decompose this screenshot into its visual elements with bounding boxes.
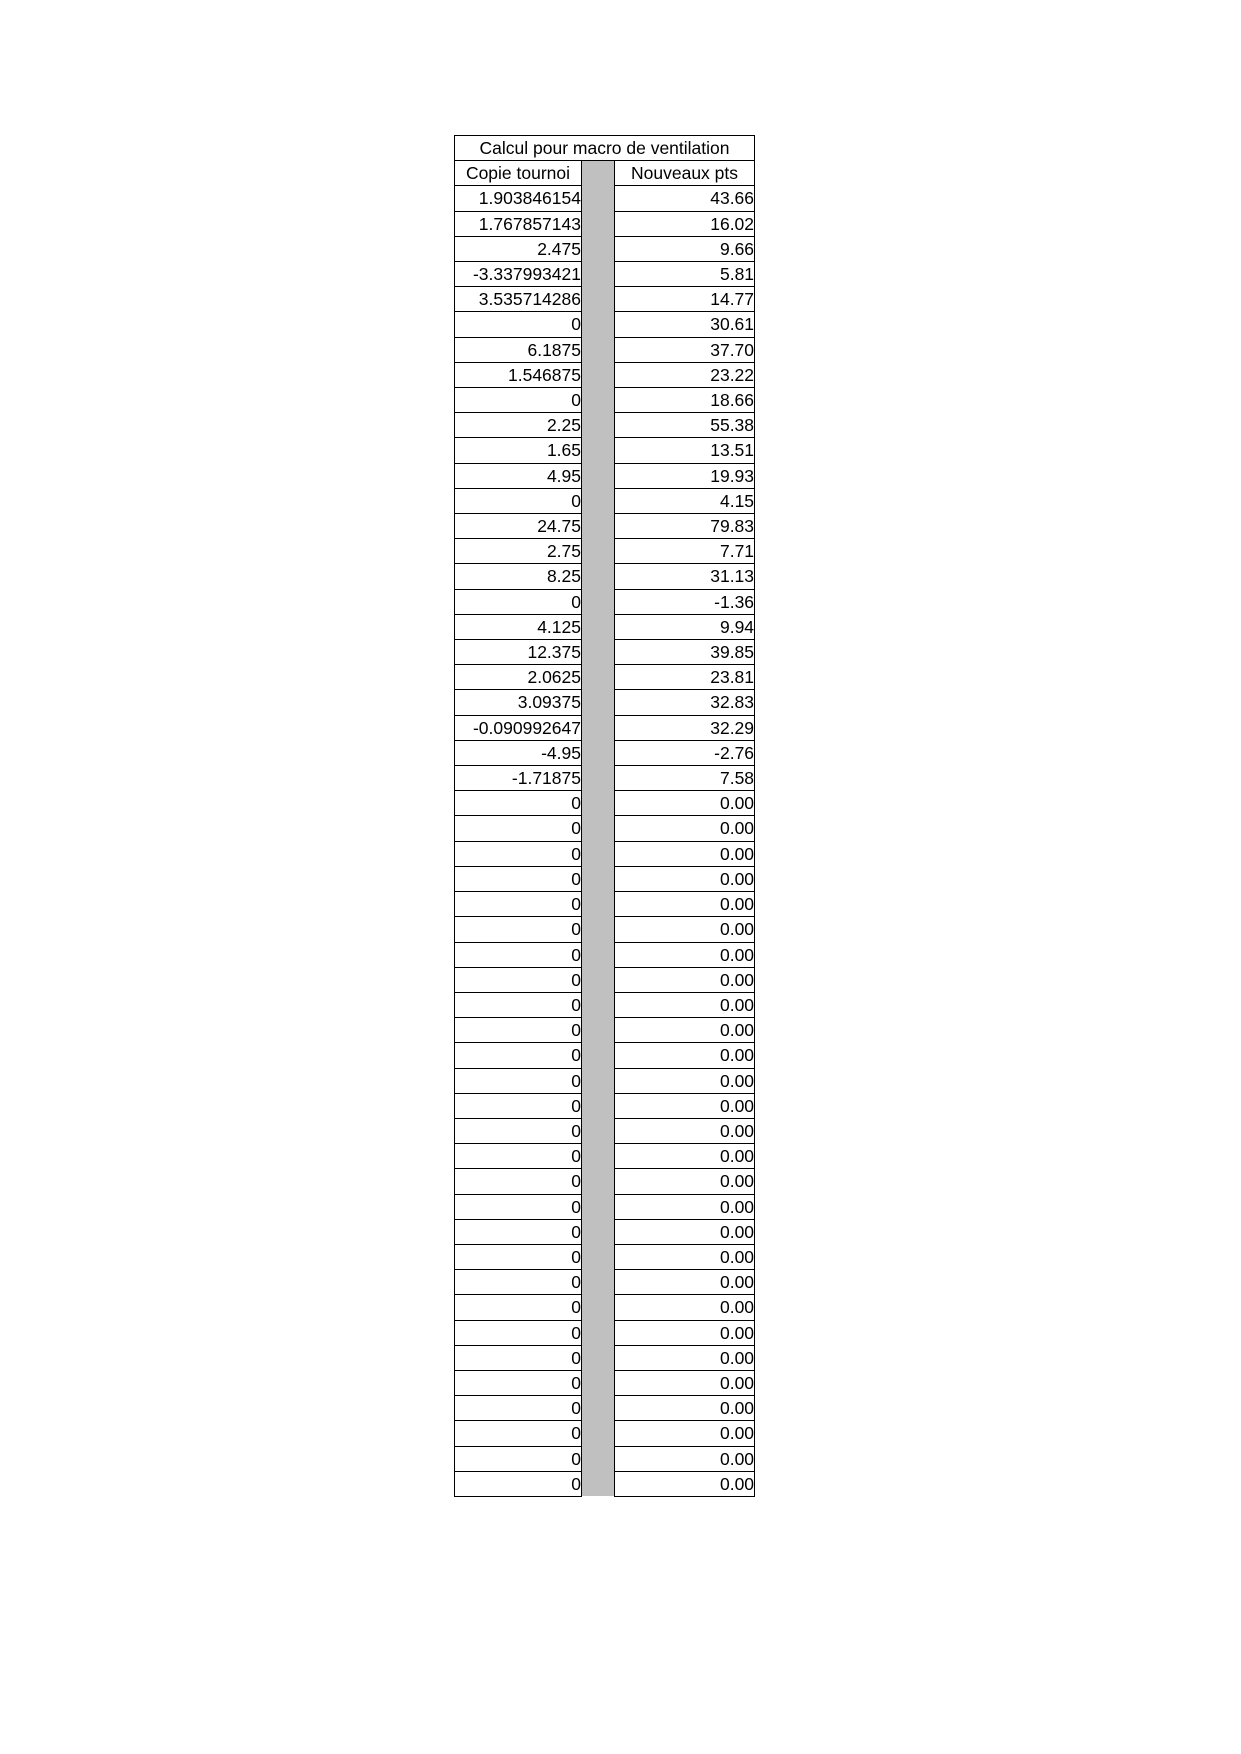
column-header-nouveaux-pts: Nouveaux pts (615, 161, 755, 186)
cell-copie-tournoi[interactable]: 0 (455, 1345, 582, 1370)
cell-nouveaux-pts[interactable]: 30.61 (615, 312, 755, 337)
spacer-column-cell (582, 1421, 615, 1446)
spacer-column-cell (582, 942, 615, 967)
spacer-column-cell (582, 614, 615, 639)
table-row (455, 1270, 755, 1295)
cell-nouveaux-pts[interactable]: 0.00 (615, 1370, 755, 1395)
spacer-column-cell (582, 640, 615, 665)
spacer-column-cell (582, 1320, 615, 1345)
cell-nouveaux-pts[interactable]: 23.81 (615, 665, 755, 690)
cell-copie-tournoi[interactable]: 3.09375 (455, 690, 582, 715)
table-row (455, 740, 755, 765)
table-row (455, 1345, 755, 1370)
cell-nouveaux-pts[interactable]: 0.00 (615, 892, 755, 917)
table-row (455, 539, 755, 564)
spacer-column-cell (582, 388, 615, 413)
cell-nouveaux-pts[interactable]: 0.00 (615, 791, 755, 816)
cell-copie-tournoi[interactable]: 0 (455, 1396, 582, 1421)
spacer-column-cell (582, 1068, 615, 1093)
table-row (455, 665, 755, 690)
spreadsheet-region (454, 135, 754, 1497)
cell-nouveaux-pts[interactable]: 0.00 (615, 1194, 755, 1219)
spacer-column-cell (582, 539, 615, 564)
spacer-column-cell (582, 1118, 615, 1143)
spacer-column-cell (582, 312, 615, 337)
table-row (455, 942, 755, 967)
spacer-column-cell (582, 967, 615, 992)
cell-nouveaux-pts[interactable]: 0.00 (615, 866, 755, 891)
cell-copie-tournoi[interactable]: 4.95 (455, 463, 582, 488)
cell-copie-tournoi[interactable]: 0 (455, 1270, 582, 1295)
spacer-column-cell (582, 1144, 615, 1169)
table-row (455, 262, 755, 287)
spacer-column-cell (582, 766, 615, 791)
table-row (455, 1219, 755, 1244)
table-row (455, 236, 755, 261)
table-row (455, 1446, 755, 1471)
spacer-column-cell (582, 463, 615, 488)
cell-nouveaux-pts[interactable]: 32.83 (615, 690, 755, 715)
table-row (455, 1471, 755, 1496)
spacer-column-cell (582, 514, 615, 539)
table-row (455, 992, 755, 1017)
spacer-column-cell (582, 892, 615, 917)
table-row (455, 917, 755, 942)
spacer-column-cell (582, 917, 615, 942)
cell-copie-tournoi[interactable]: 0 (455, 917, 582, 942)
cell-nouveaux-pts[interactable]: 4.15 (615, 488, 755, 513)
cell-nouveaux-pts[interactable]: 0.00 (615, 992, 755, 1017)
spacer-column-cell (582, 715, 615, 740)
table-row (455, 589, 755, 614)
cell-copie-tournoi[interactable]: 1.767857143 (455, 211, 582, 236)
cell-copie-tournoi[interactable]: 0 (455, 866, 582, 891)
cell-copie-tournoi[interactable]: 0 (455, 312, 582, 337)
spacer-column-cell (582, 589, 615, 614)
spacer-column-cell (582, 236, 615, 261)
cell-copie-tournoi[interactable]: 0 (455, 1244, 582, 1269)
cell-nouveaux-pts[interactable]: 0.00 (615, 1320, 755, 1345)
table-row (455, 488, 755, 513)
cell-copie-tournoi[interactable]: 0 (455, 1421, 582, 1446)
cell-nouveaux-pts[interactable]: 0.00 (615, 841, 755, 866)
cell-nouveaux-pts[interactable]: 0.00 (615, 1068, 755, 1093)
cell-copie-tournoi[interactable]: 0 (455, 1320, 582, 1345)
spacer-column-cell (582, 1244, 615, 1269)
cell-copie-tournoi[interactable]: 0 (455, 1295, 582, 1320)
cell-nouveaux-pts[interactable]: 0.00 (615, 1396, 755, 1421)
cell-copie-tournoi[interactable]: 0 (455, 1370, 582, 1395)
cell-copie-tournoi[interactable]: 0 (455, 942, 582, 967)
table-row (455, 1320, 755, 1345)
cell-copie-tournoi[interactable]: 24.75 (455, 514, 582, 539)
cell-copie-tournoi[interactable]: 3.535714286 (455, 287, 582, 312)
cell-copie-tournoi[interactable]: 0 (455, 1093, 582, 1118)
table-row (455, 816, 755, 841)
cell-copie-tournoi[interactable]: 2.475 (455, 236, 582, 261)
cell-nouveaux-pts[interactable]: 0.00 (615, 917, 755, 942)
table-row (455, 1295, 755, 1320)
table-row (455, 514, 755, 539)
spacer-column-cell (582, 488, 615, 513)
table-row (455, 892, 755, 917)
cell-nouveaux-pts[interactable]: 9.94 (615, 614, 755, 639)
cell-nouveaux-pts[interactable]: 0.00 (615, 1093, 755, 1118)
spacer-column-cell (582, 186, 615, 211)
cell-nouveaux-pts[interactable]: 0.00 (615, 1270, 755, 1295)
table-row (455, 211, 755, 236)
table-row (455, 564, 755, 589)
cell-copie-tournoi[interactable]: 0 (455, 1471, 582, 1496)
table-row (455, 1118, 755, 1143)
spacer-column-cell (582, 287, 615, 312)
table-row (455, 438, 755, 463)
table-row (455, 1169, 755, 1194)
spacer-column-cell (582, 1219, 615, 1244)
cell-nouveaux-pts[interactable]: -1.36 (615, 589, 755, 614)
cell-copie-tournoi[interactable]: -3.337993421 (455, 262, 582, 287)
cell-nouveaux-pts[interactable]: 0.00 (615, 1345, 755, 1370)
cell-nouveaux-pts[interactable]: 39.85 (615, 640, 755, 665)
ventilation-calc-table (454, 135, 755, 1497)
cell-copie-tournoi[interactable]: -0.090992647 (455, 715, 582, 740)
spacer-column-cell (582, 413, 615, 438)
column-header-copie-tournoi: Copie tournoi (455, 161, 582, 186)
cell-nouveaux-pts[interactable]: 79.83 (615, 514, 755, 539)
table-row (455, 614, 755, 639)
spacer-column-cell (582, 1043, 615, 1068)
cell-copie-tournoi[interactable]: 0 (455, 1068, 582, 1093)
cell-copie-tournoi[interactable]: 0 (455, 1043, 582, 1068)
spacer-column-cell (582, 438, 615, 463)
spacer-column-cell (582, 665, 615, 690)
table-row (455, 463, 755, 488)
cell-nouveaux-pts[interactable]: 13.51 (615, 438, 755, 463)
cell-copie-tournoi[interactable]: -4.95 (455, 740, 582, 765)
header-row (455, 161, 755, 186)
table-row (455, 362, 755, 387)
spacer-column-cell (582, 337, 615, 362)
cell-nouveaux-pts[interactable]: 0.00 (615, 1446, 755, 1471)
cell-nouveaux-pts[interactable]: 23.22 (615, 362, 755, 387)
cell-nouveaux-pts[interactable]: 55.38 (615, 413, 755, 438)
spacer-column-cell (582, 690, 615, 715)
cell-nouveaux-pts[interactable]: 0.00 (615, 1169, 755, 1194)
cell-copie-tournoi[interactable]: 1.546875 (455, 362, 582, 387)
spacer-column-cell (582, 1169, 615, 1194)
table-row (455, 337, 755, 362)
cell-nouveaux-pts[interactable]: 0.00 (615, 1018, 755, 1043)
cell-copie-tournoi[interactable]: 0 (455, 388, 582, 413)
spacer-column-cell (582, 262, 615, 287)
cell-copie-tournoi[interactable]: 8.25 (455, 564, 582, 589)
table-row (455, 1396, 755, 1421)
title-row (455, 136, 755, 161)
cell-nouveaux-pts[interactable]: 0.00 (615, 1471, 755, 1496)
table-row (455, 1068, 755, 1093)
table-row (455, 312, 755, 337)
cell-copie-tournoi[interactable]: 0 (455, 967, 582, 992)
table-row (455, 967, 755, 992)
cell-copie-tournoi[interactable]: 0 (455, 816, 582, 841)
spacer-column-cell (582, 1370, 615, 1395)
spacer-column-cell (582, 791, 615, 816)
spacer-column-cell (582, 1295, 615, 1320)
spacer-column-cell (582, 816, 615, 841)
cell-nouveaux-pts[interactable]: 0.00 (615, 942, 755, 967)
table-row (455, 1093, 755, 1118)
table-row (455, 1144, 755, 1169)
spacer-column-cell (582, 211, 615, 236)
cell-copie-tournoi[interactable]: 0 (455, 791, 582, 816)
cell-copie-tournoi[interactable]: 1.903846154 (455, 186, 582, 211)
cell-nouveaux-pts[interactable]: 0.00 (615, 1118, 755, 1143)
cell-copie-tournoi[interactable]: 0 (455, 1219, 582, 1244)
cell-nouveaux-pts[interactable]: -2.76 (615, 740, 755, 765)
cell-nouveaux-pts[interactable]: 5.81 (615, 262, 755, 287)
spacer-column-cell (582, 1270, 615, 1295)
spacer-column-cell (582, 1345, 615, 1370)
cell-copie-tournoi[interactable]: 0 (455, 1446, 582, 1471)
spacer-column-cell (582, 1471, 615, 1496)
cell-nouveaux-pts[interactable]: 0.00 (615, 1295, 755, 1320)
cell-copie-tournoi[interactable]: 0 (455, 488, 582, 513)
cell-nouveaux-pts[interactable]: 0.00 (615, 1421, 755, 1446)
cell-copie-tournoi[interactable]: 0 (455, 1018, 582, 1043)
spacer-column-cell (582, 1018, 615, 1043)
table-title: Calcul pour macro de ventilation (455, 136, 755, 161)
table-row (455, 1370, 755, 1395)
table-row (455, 866, 755, 891)
cell-copie-tournoi[interactable]: 2.25 (455, 413, 582, 438)
cell-nouveaux-pts[interactable]: 43.66 (615, 186, 755, 211)
cell-nouveaux-pts[interactable]: 0.00 (615, 967, 755, 992)
spacer-column-cell (582, 362, 615, 387)
spacer-column-cell (582, 866, 615, 891)
table-row (455, 1244, 755, 1269)
table-row (455, 640, 755, 665)
cell-copie-tournoi[interactable]: -1.71875 (455, 766, 582, 791)
cell-nouveaux-pts[interactable]: 19.93 (615, 463, 755, 488)
table-row (455, 715, 755, 740)
cell-copie-tournoi[interactable]: 0 (455, 1169, 582, 1194)
table-row (455, 766, 755, 791)
spacer-column-cell (582, 1194, 615, 1219)
spacer-column-cell (582, 740, 615, 765)
cell-nouveaux-pts[interactable]: 0.00 (615, 1244, 755, 1269)
table-row (455, 1018, 755, 1043)
cell-nouveaux-pts[interactable]: 37.70 (615, 337, 755, 362)
cell-copie-tournoi[interactable]: 0 (455, 1144, 582, 1169)
table-row (455, 287, 755, 312)
cell-copie-tournoi[interactable]: 1.65 (455, 438, 582, 463)
cell-copie-tournoi[interactable]: 4.125 (455, 614, 582, 639)
cell-nouveaux-pts[interactable]: 0.00 (615, 816, 755, 841)
spacer-column-cell (582, 1396, 615, 1421)
cell-nouveaux-pts[interactable]: 18.66 (615, 388, 755, 413)
cell-copie-tournoi[interactable]: 6.1875 (455, 337, 582, 362)
cell-copie-tournoi[interactable]: 0 (455, 1118, 582, 1143)
table-row (455, 186, 755, 211)
table-row (455, 1194, 755, 1219)
cell-nouveaux-pts[interactable]: 0.00 (615, 1043, 755, 1068)
table-row (455, 1043, 755, 1068)
cell-nouveaux-pts[interactable]: 14.77 (615, 287, 755, 312)
cell-nouveaux-pts[interactable]: 16.02 (615, 211, 755, 236)
cell-nouveaux-pts[interactable]: 7.71 (615, 539, 755, 564)
cell-copie-tournoi[interactable]: 2.0625 (455, 665, 582, 690)
spacer-column-cell (582, 161, 615, 186)
cell-copie-tournoi[interactable]: 2.75 (455, 539, 582, 564)
spacer-column-cell (582, 1093, 615, 1118)
cell-nouveaux-pts[interactable]: 0.00 (615, 1219, 755, 1244)
table-row (455, 1421, 755, 1446)
cell-copie-tournoi[interactable]: 0 (455, 992, 582, 1017)
table-row (455, 413, 755, 438)
table-body (455, 136, 755, 1497)
table-row (455, 791, 755, 816)
spacer-column-cell (582, 992, 615, 1017)
table-row (455, 388, 755, 413)
cell-nouveaux-pts[interactable]: 0.00 (615, 1144, 755, 1169)
spacer-column-cell (582, 1446, 615, 1471)
spacer-column-cell (582, 564, 615, 589)
cell-nouveaux-pts[interactable]: 32.29 (615, 715, 755, 740)
cell-copie-tournoi[interactable]: 0 (455, 1194, 582, 1219)
cell-copie-tournoi[interactable]: 0 (455, 589, 582, 614)
table-row (455, 841, 755, 866)
cell-nouveaux-pts[interactable]: 7.58 (615, 766, 755, 791)
cell-nouveaux-pts[interactable]: 9.66 (615, 236, 755, 261)
cell-nouveaux-pts[interactable]: 31.13 (615, 564, 755, 589)
spacer-column-cell (582, 841, 615, 866)
cell-copie-tournoi[interactable]: 0 (455, 892, 582, 917)
table-row (455, 690, 755, 715)
cell-copie-tournoi[interactable]: 0 (455, 841, 582, 866)
cell-copie-tournoi[interactable]: 12.375 (455, 640, 582, 665)
